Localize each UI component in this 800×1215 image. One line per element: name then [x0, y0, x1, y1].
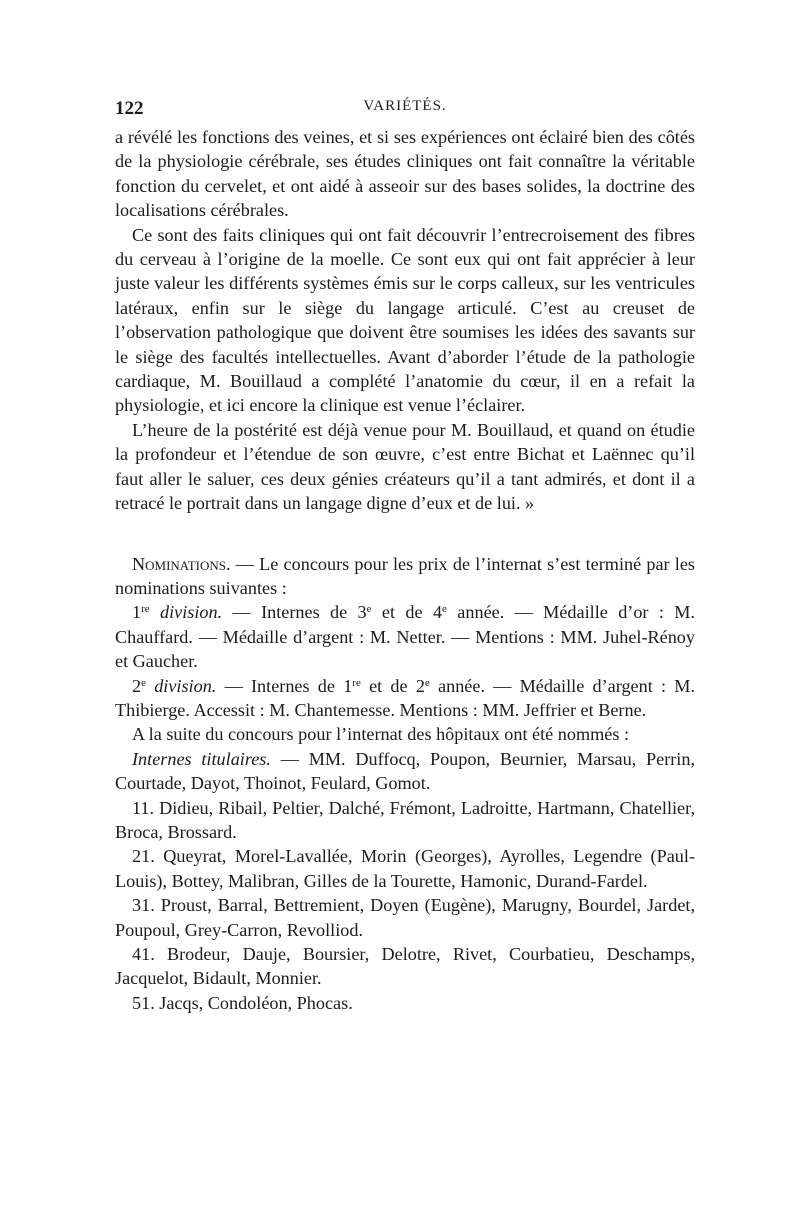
paragraph-nominations	[115, 552, 695, 601]
division-text: — Internes de 3	[222, 602, 367, 623]
list-item: 51. Jacqs, Condoléon, Phocas.	[132, 992, 353, 1013]
division-text: année. — Médaille d’or : M. Chauffard. — Médaille d’argent : M. Netter. — Mentions : MM. Juhel-Rénoy et Gaucher.	[115, 602, 696, 672]
titulaires-label: Internes titulaires.	[132, 748, 271, 769]
nominations-intro: — Le concours pour les prix de l’internat s’est terminé par les nominations suivantes :	[115, 553, 695, 598]
section-gap	[115, 516, 695, 552]
division-text: — Internes de 1	[216, 675, 353, 696]
year-ordinal: e	[442, 603, 447, 616]
division-text: année. — Médaille d’argent : M. Thibierge. Accessit : M. Chantemesse. Mentions : MM. Jeffrier et Berne.	[115, 675, 695, 720]
list-item: 21. Queyrat, Morel-Lavallée, Morin (Georges), Ayrolles, Legendre (Paul-Louis), Bottey, Malibran, Gilles de la Tourette, Hamonic, Durand-Fardel.	[115, 846, 695, 891]
list-item: 41. Brodeur, Dauje, Boursier, Delotre, Rivet, Courbatieu, Deschamps, Jacquelot, Bidault, Monnier.	[115, 944, 695, 989]
year-ordinal: e	[366, 603, 372, 616]
division-number: 1	[132, 602, 142, 623]
division-ordinal: e	[141, 676, 146, 689]
paragraph-first-division	[115, 600, 695, 673]
division-label: division.	[149, 602, 223, 623]
page-number: 122	[115, 98, 144, 119]
division-ordinal: re	[141, 603, 150, 616]
year-ordinal: e	[424, 676, 430, 689]
division-text: et de 2	[360, 675, 425, 696]
division-label: division.	[145, 675, 217, 696]
division-number: 2	[132, 675, 142, 696]
paragraph-concours: A la suite du concours pour l’internat des hôpitaux ont été nommés :	[132, 724, 630, 745]
year-ordinal: re	[352, 676, 361, 689]
paragraph-titulaires	[115, 747, 695, 796]
paragraph-veines: a révélé les fonctions des veines, et si ses expériences ont éclairé bien des côtés de la physiologie cérébrale, ses études cliniques ont fait connaître la véritable fonction du cervelet, et ont aidé à asseoir sur des bases solides, la doctrine des localisations cérébrales.	[115, 127, 695, 221]
page-body	[115, 125, 695, 1015]
division-text: et de 4	[371, 602, 443, 623]
paragraph-posterite: L’heure de la postérité est déjà venue pour M. Bouillaud, et quand on étudie la profondeur et l’étendue de son œuvre, c’est entre Bichat et Laënnec qu’il faut aller le saluer, ces deux génies créateurs qu’il a tant admirés, et dont il a retracé le portrait dans un langage digne d’eux et de lui. »	[115, 419, 695, 514]
titulaires-names: — MM. Duffocq, Poupon, Beurnier, Marsau, Perrin, Courtade, Dayot, Thoinot, Feulard, Gomot.	[115, 748, 695, 794]
nominations-heading: Nominations.	[132, 553, 231, 574]
list-item: 11. Didieu, Ribail, Peltier, Dalché, Frémont, Ladroitte, Hartmann, Chatellier, Broca, Brossard.	[115, 797, 695, 842]
list-item: 31. Proust, Barral, Bettremient, Doyen (Eugène), Marugny, Bourdel, Jardet, Poupoul, Grey-Carron, Revolliod.	[115, 895, 695, 940]
paragraph-second-division	[115, 674, 695, 723]
page-header	[115, 98, 695, 122]
paragraph-faits-cliniques: Ce sont des faits cliniques qui ont fait découvrir l’entrecroisement des fibres du cerveau à l’origine de la moelle. Ce sont eux qui ont fait apprécier à leur juste valeur les différents systèmes émis sur le corps calleux, sur les ventricules latéraux, enfin sur le siège du langage articulé. C’est au creuset de l’observation pathologique que doivent être soumises les idées des savants sur le siège des facultés intellectuelles. Avant d’aborder l’étude de la pathologie cardiaque, M. Bouillaud a complété l’anatomie du cœur, il en a refait la physiologie, et ici encore la clinique est venue l’éclairer.	[115, 224, 695, 416]
running-title: VARIÉTÉS.	[363, 98, 447, 114]
